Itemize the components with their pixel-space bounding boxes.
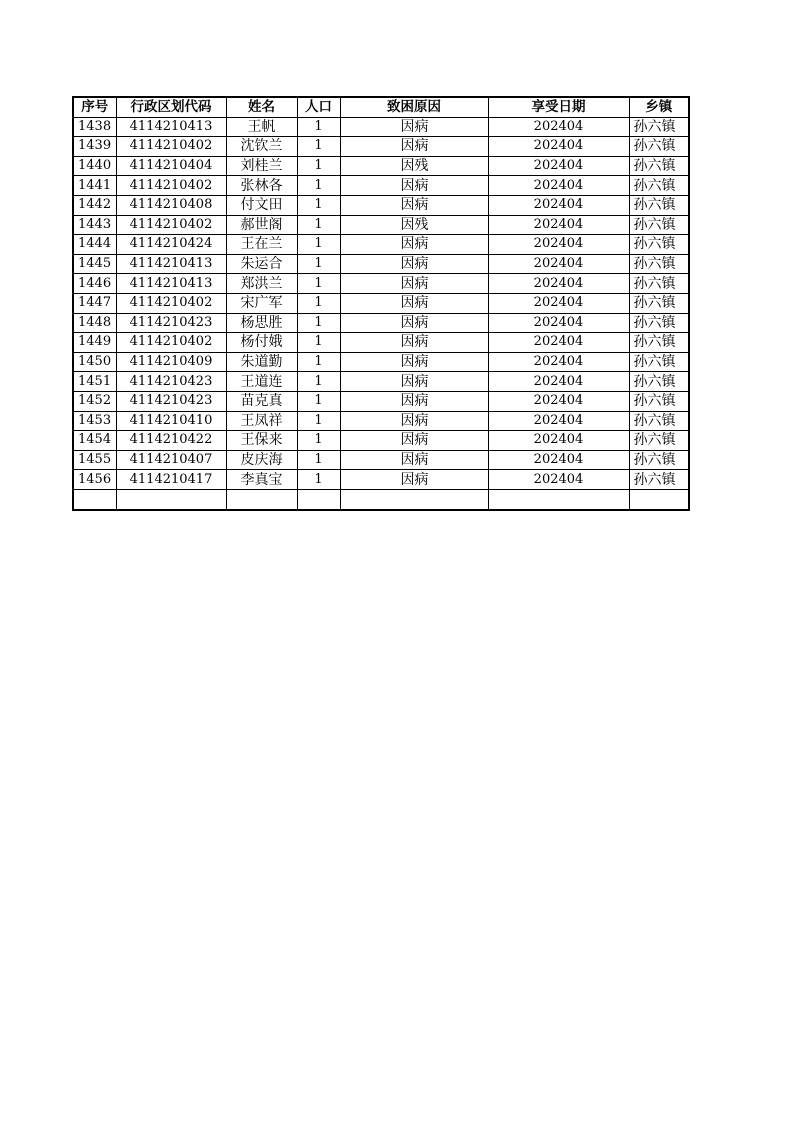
cell-serial: 1453 [73, 411, 116, 431]
cell-serial: 1450 [73, 352, 116, 372]
cell-region-code: 4114210422 [116, 431, 226, 451]
table-row [73, 372, 689, 392]
cell-population: 1 [297, 235, 340, 255]
cell-start-date: 202404 [488, 254, 629, 274]
cell-start-date: 202404 [488, 215, 629, 235]
cell-town: 孙六镇 [629, 352, 689, 372]
cell-town: 孙六镇 [629, 215, 689, 235]
table-row [73, 156, 689, 176]
cell-population: 1 [297, 293, 340, 313]
cell-population: 1 [297, 333, 340, 353]
cell-region-code: 4114210423 [116, 391, 226, 411]
cell-town: 孙六镇 [629, 137, 689, 157]
cell-start-date: 202404 [488, 313, 629, 333]
cell-serial: 1448 [73, 313, 116, 333]
cell-poverty-reason: 因病 [340, 470, 488, 490]
cell-population: 1 [297, 176, 340, 196]
cell-town: 孙六镇 [629, 117, 689, 137]
cell-poverty-reason: 因病 [340, 450, 488, 470]
cell-start-date: 202404 [488, 431, 629, 451]
empty-cell [297, 489, 340, 510]
cell-population: 1 [297, 254, 340, 274]
cell-town: 孙六镇 [629, 176, 689, 196]
empty-row [73, 489, 689, 510]
cell-name: 王凤祥 [226, 411, 297, 431]
header-name: 姓名 [226, 97, 297, 117]
table-row [73, 215, 689, 235]
cell-poverty-reason: 因病 [340, 195, 488, 215]
table-row [73, 391, 689, 411]
cell-town: 孙六镇 [629, 431, 689, 451]
cell-region-code: 4114210402 [116, 333, 226, 353]
cell-poverty-reason: 因病 [340, 333, 488, 353]
header-town: 乡镇 [629, 97, 689, 117]
cell-town: 孙六镇 [629, 274, 689, 294]
cell-population: 1 [297, 137, 340, 157]
cell-serial: 1440 [73, 156, 116, 176]
empty-cell [629, 489, 689, 510]
spreadsheet-page [72, 96, 690, 511]
cell-poverty-reason: 因病 [340, 254, 488, 274]
cell-name: 杨思胜 [226, 313, 297, 333]
cell-region-code: 4114210413 [116, 274, 226, 294]
cell-region-code: 4114210402 [116, 137, 226, 157]
cell-population: 1 [297, 431, 340, 451]
table-row [73, 274, 689, 294]
cell-poverty-reason: 因病 [340, 274, 488, 294]
cell-region-code: 4114210404 [116, 156, 226, 176]
cell-population: 1 [297, 411, 340, 431]
header-row [73, 97, 689, 117]
cell-poverty-reason: 因病 [340, 176, 488, 196]
cell-town: 孙六镇 [629, 254, 689, 274]
cell-name: 李真宝 [226, 470, 297, 490]
cell-start-date: 202404 [488, 372, 629, 392]
data-table [72, 96, 690, 511]
cell-start-date: 202404 [488, 195, 629, 215]
table-row [73, 137, 689, 157]
table-row [73, 470, 689, 490]
cell-name: 付文田 [226, 195, 297, 215]
cell-start-date: 202404 [488, 117, 629, 137]
cell-start-date: 202404 [488, 411, 629, 431]
cell-start-date: 202404 [488, 156, 629, 176]
cell-serial: 1447 [73, 293, 116, 313]
cell-serial: 1444 [73, 235, 116, 255]
cell-population: 1 [297, 391, 340, 411]
cell-town: 孙六镇 [629, 470, 689, 490]
cell-population: 1 [297, 156, 340, 176]
empty-cell [340, 489, 488, 510]
cell-serial: 1455 [73, 450, 116, 470]
cell-name: 郝世阁 [226, 215, 297, 235]
cell-serial: 1446 [73, 274, 116, 294]
cell-population: 1 [297, 195, 340, 215]
cell-name: 刘桂兰 [226, 156, 297, 176]
cell-population: 1 [297, 274, 340, 294]
cell-town: 孙六镇 [629, 372, 689, 392]
cell-start-date: 202404 [488, 391, 629, 411]
cell-name: 王在兰 [226, 235, 297, 255]
empty-cell [116, 489, 226, 510]
cell-name: 苗克真 [226, 391, 297, 411]
cell-region-code: 4114210402 [116, 176, 226, 196]
cell-name: 皮庆海 [226, 450, 297, 470]
cell-serial: 1451 [73, 372, 116, 392]
table-row [73, 431, 689, 451]
cell-start-date: 202404 [488, 333, 629, 353]
cell-name: 朱运合 [226, 254, 297, 274]
cell-name: 朱道勤 [226, 352, 297, 372]
cell-name: 张林各 [226, 176, 297, 196]
cell-region-code: 4114210402 [116, 215, 226, 235]
table-row [73, 117, 689, 137]
cell-serial: 1456 [73, 470, 116, 490]
cell-region-code: 4114210417 [116, 470, 226, 490]
cell-serial: 1445 [73, 254, 116, 274]
table-row [73, 254, 689, 274]
cell-serial: 1452 [73, 391, 116, 411]
cell-population: 1 [297, 117, 340, 137]
cell-region-code: 4114210402 [116, 293, 226, 313]
cell-region-code: 4114210423 [116, 313, 226, 333]
cell-name: 王道连 [226, 372, 297, 392]
cell-town: 孙六镇 [629, 333, 689, 353]
cell-name: 宋广军 [226, 293, 297, 313]
cell-region-code: 4114210424 [116, 235, 226, 255]
cell-poverty-reason: 因残 [340, 156, 488, 176]
cell-town: 孙六镇 [629, 195, 689, 215]
cell-start-date: 202404 [488, 450, 629, 470]
table-row [73, 195, 689, 215]
cell-start-date: 202404 [488, 470, 629, 490]
table-row [73, 176, 689, 196]
cell-population: 1 [297, 372, 340, 392]
cell-region-code: 4114210407 [116, 450, 226, 470]
cell-poverty-reason: 因残 [340, 215, 488, 235]
cell-name: 郑洪兰 [226, 274, 297, 294]
cell-start-date: 202404 [488, 352, 629, 372]
header-region-code: 行政区划代码 [116, 97, 226, 117]
table-row [73, 352, 689, 372]
cell-population: 1 [297, 450, 340, 470]
cell-town: 孙六镇 [629, 450, 689, 470]
header-poverty-reason: 致困原因 [340, 97, 488, 117]
empty-cell [488, 489, 629, 510]
empty-cell [226, 489, 297, 510]
cell-region-code: 4114210408 [116, 195, 226, 215]
cell-region-code: 4114210423 [116, 372, 226, 392]
cell-start-date: 202404 [488, 274, 629, 294]
cell-region-code: 4114210410 [116, 411, 226, 431]
cell-start-date: 202404 [488, 137, 629, 157]
cell-town: 孙六镇 [629, 235, 689, 255]
cell-name: 沈钦兰 [226, 137, 297, 157]
cell-town: 孙六镇 [629, 156, 689, 176]
cell-serial: 1454 [73, 431, 116, 451]
cell-serial: 1442 [73, 195, 116, 215]
cell-region-code: 4114210413 [116, 254, 226, 274]
cell-serial: 1438 [73, 117, 116, 137]
cell-name: 王保来 [226, 431, 297, 451]
cell-start-date: 202404 [488, 293, 629, 313]
cell-start-date: 202404 [488, 235, 629, 255]
cell-poverty-reason: 因病 [340, 411, 488, 431]
cell-town: 孙六镇 [629, 411, 689, 431]
cell-serial: 1441 [73, 176, 116, 196]
cell-poverty-reason: 因病 [340, 372, 488, 392]
table-row [73, 235, 689, 255]
table-row [73, 411, 689, 431]
cell-population: 1 [297, 470, 340, 490]
cell-town: 孙六镇 [629, 391, 689, 411]
table-row [73, 450, 689, 470]
table-row [73, 293, 689, 313]
cell-poverty-reason: 因病 [340, 137, 488, 157]
cell-poverty-reason: 因病 [340, 313, 488, 333]
table-body [73, 117, 689, 510]
cell-region-code: 4114210409 [116, 352, 226, 372]
cell-poverty-reason: 因病 [340, 391, 488, 411]
cell-poverty-reason: 因病 [340, 117, 488, 137]
cell-name: 王帆 [226, 117, 297, 137]
cell-serial: 1443 [73, 215, 116, 235]
header-serial: 序号 [73, 97, 116, 117]
cell-serial: 1439 [73, 137, 116, 157]
cell-name: 杨付娥 [226, 333, 297, 353]
cell-population: 1 [297, 352, 340, 372]
table-row [73, 313, 689, 333]
cell-population: 1 [297, 215, 340, 235]
header-population: 人口 [297, 97, 340, 117]
cell-town: 孙六镇 [629, 293, 689, 313]
cell-poverty-reason: 因病 [340, 235, 488, 255]
header-start-date: 享受日期 [488, 97, 629, 117]
cell-town: 孙六镇 [629, 313, 689, 333]
cell-population: 1 [297, 313, 340, 333]
empty-cell [73, 489, 116, 510]
cell-poverty-reason: 因病 [340, 352, 488, 372]
cell-poverty-reason: 因病 [340, 293, 488, 313]
cell-region-code: 4114210413 [116, 117, 226, 137]
table-row [73, 333, 689, 353]
cell-serial: 1449 [73, 333, 116, 353]
cell-poverty-reason: 因病 [340, 431, 488, 451]
cell-start-date: 202404 [488, 176, 629, 196]
